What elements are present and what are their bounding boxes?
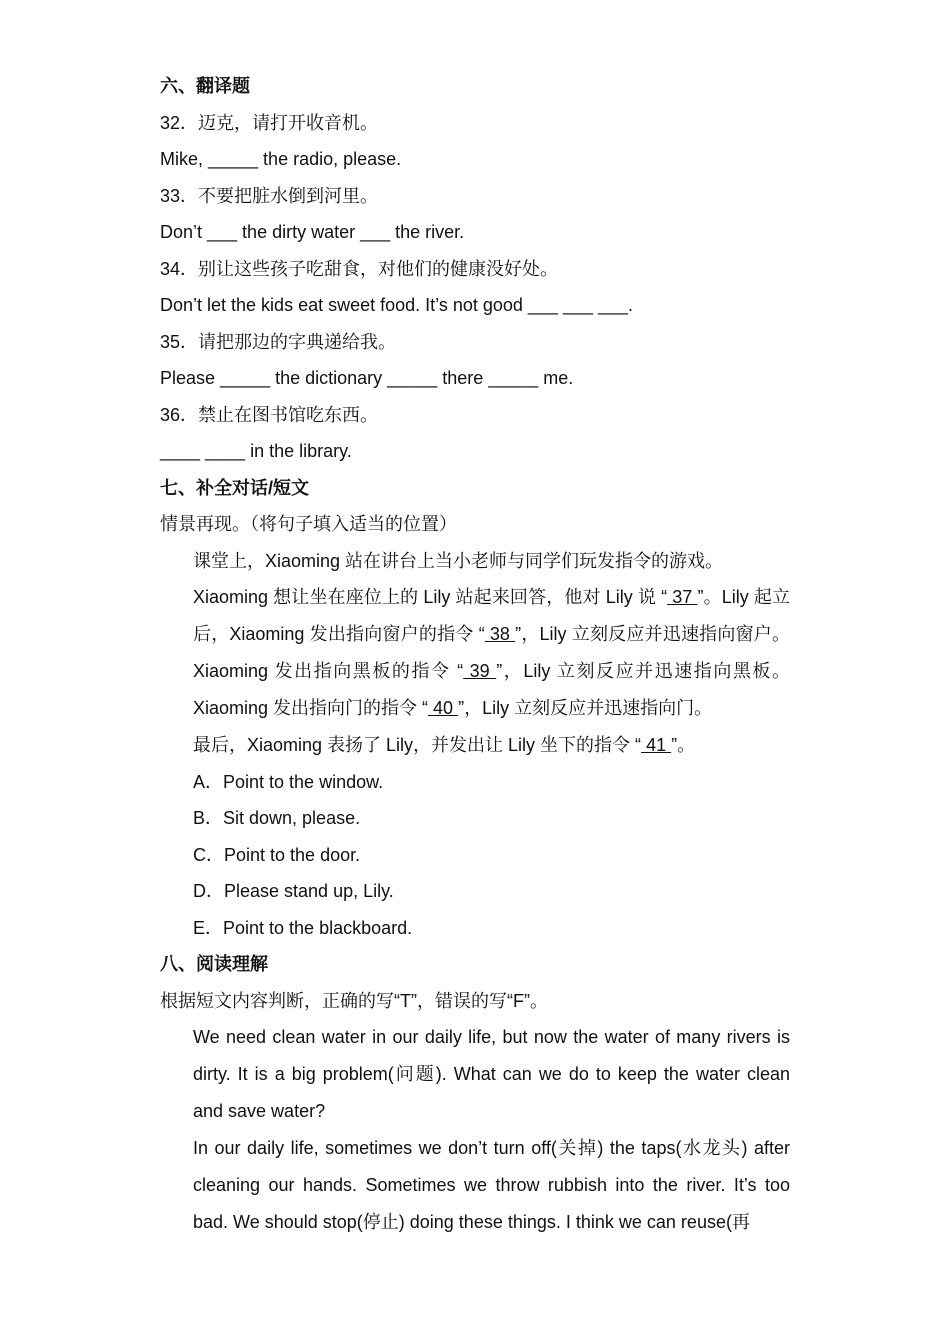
option-c: C．Point to the door. (193, 844, 361, 865)
option-b: B．Sit down, please. (193, 808, 361, 828)
dialogue-paragraph-3: 最后，Xiaoming 表扬了 Lily，并发出让 Lily 坐下的指令 “ 41 ”。 (193, 735, 696, 755)
section-heading-reading: 八、阅读理解 (160, 954, 268, 974)
option-e: E．Point to the blackboard. (193, 917, 413, 938)
option-d: D．Please stand up, Lily. (193, 881, 394, 901)
reading-paragraph-1: We need clean water in our daily life, but now the water of many rivers is dirty. It is a big problem(问题). What can we do to keep the water clean and save water? (193, 1027, 790, 1121)
question-35-cn: 35．请把那边的字典递给我。 (160, 331, 397, 352)
blank-40: 40 (428, 698, 459, 718)
reading-paragraph-2: In our daily life, sometimes we don’t turn off(关掉) the taps(水龙头) after cleaning our hands. Sometimes we throw rubbish into the river. It’s too bad. We should stop(停止) doing these things. I think we can reuse(再 (193, 1138, 790, 1232)
question-33-cn: 33．不要把脏水倒到河里。 (160, 185, 379, 206)
section-heading-dialogue: 七、补全对话/短文 (160, 477, 310, 498)
blank-38: 38 (484, 624, 516, 644)
question-35-en: Please _____ the dictionary _____ there _____ me. (160, 368, 574, 388)
question-36-cn: 36．禁止在图书馆吃东西。 (160, 404, 379, 425)
question-33-en: Don’t ___ the dirty water ___ the river. (160, 222, 465, 242)
question-34-en: Don’t let the kids eat sweet food. It’s not good ___ ___ ___. (160, 295, 633, 315)
dialogue-paragraph-2: Xiaoming 想让坐在座位上的 Lily 站起来回答，他对 Lily 说 “ 37 ”。Lily 起立后，Xiaoming 发出指向窗户的指令 “ 38 ”，Lily 立刻反应并迅速指向窗户。Xiaoming 发出指向黑板的指令 “ 39 ”，Lily 立刻反应并迅速指向黑板。Xiaoming 发出指向门的指令 “ 40 ”，Lily 立刻反应并迅速指向门。 (193, 587, 790, 718)
blank-37: 37 (667, 587, 698, 607)
question-32-en: Mike, _____ the radio, please. (160, 149, 402, 169)
option-a: A．Point to the window. (193, 771, 384, 792)
blank-39: 39 (463, 661, 497, 681)
reading-instruction: 根据短文内容判断，正确的写“T”，错误的写“F”。 (160, 990, 548, 1011)
blank-41: 41 (641, 735, 672, 755)
question-34-cn: 34．别让这些孩子吃甜食，对他们的健康没好处。 (160, 258, 559, 279)
section-heading-translation: 六、翻译题 (160, 76, 250, 96)
question-36-en: ____ ____ in the library. (160, 441, 352, 461)
question-32-cn: 32．迈克，请打开收音机。 (160, 112, 379, 133)
dialogue-paragraph-1: 课堂上，Xiaoming 站在讲台上当小老师与同学们玩发指令的游戏。 (193, 550, 724, 571)
dialogue-instruction: 情景再现。（将句子填入适当的位置） (160, 514, 457, 534)
document-page (160, 68, 790, 1241)
